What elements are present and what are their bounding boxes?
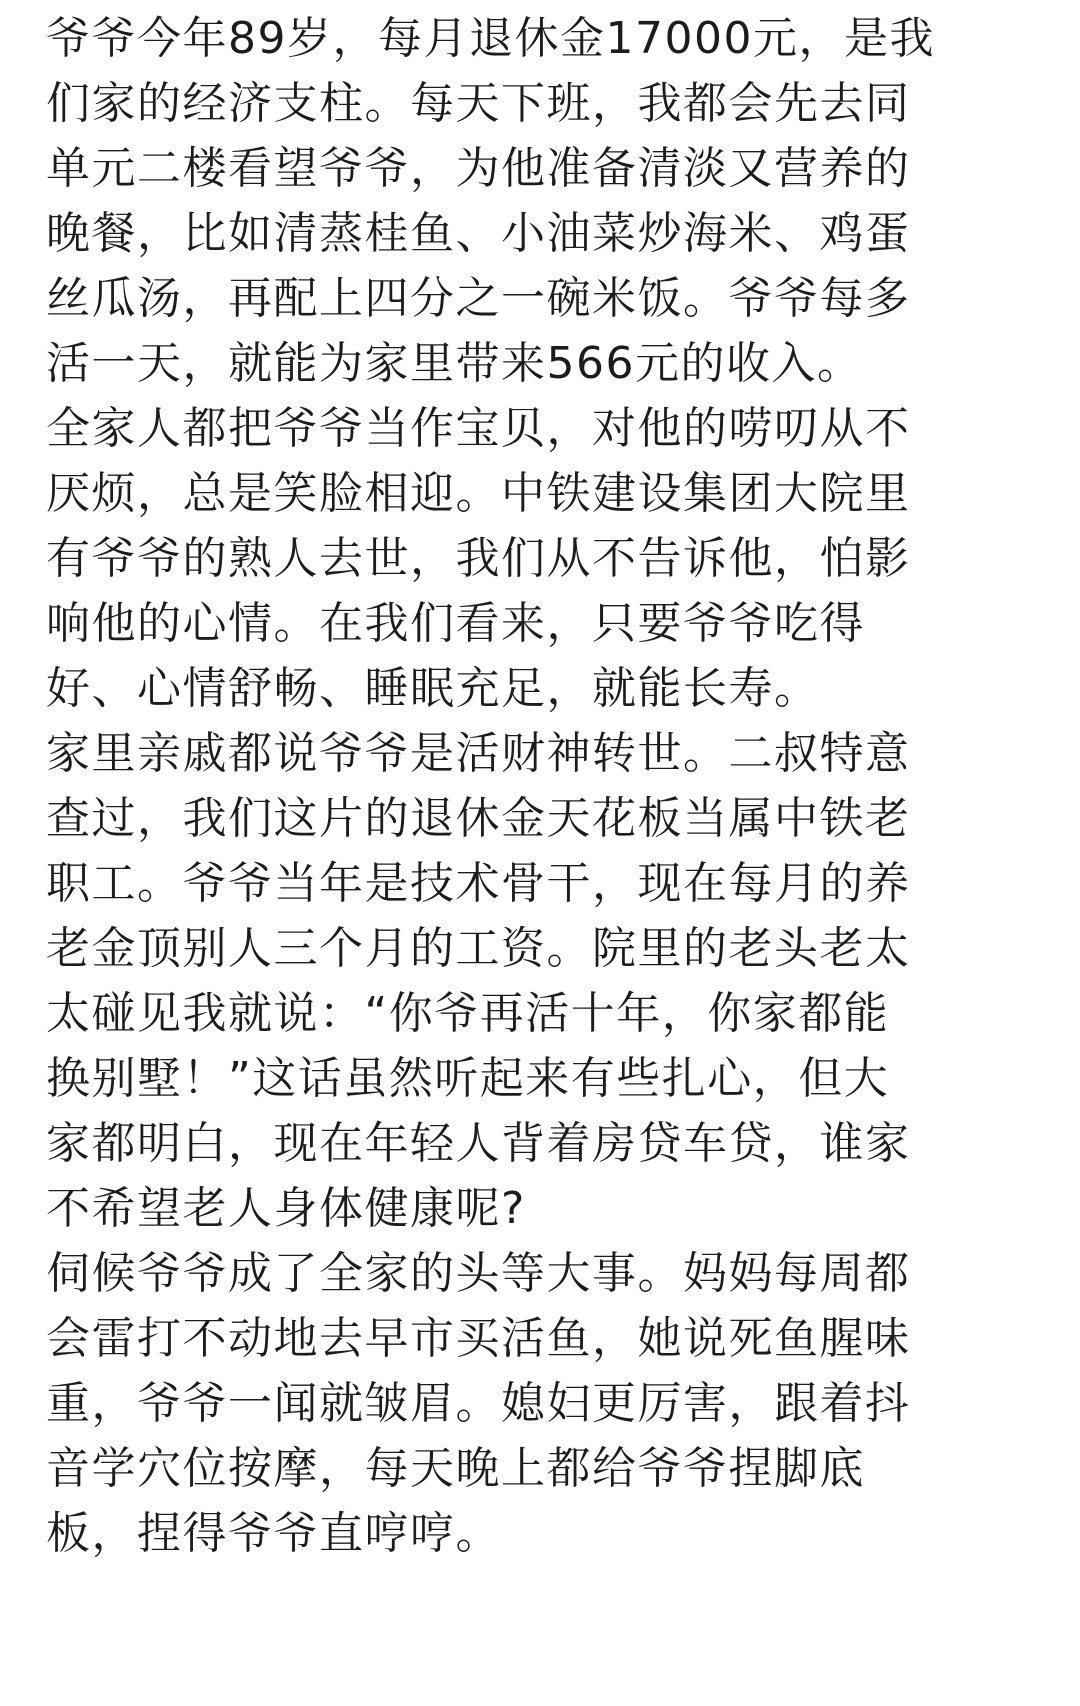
text-line: 爷爷今年89岁，每月退休金17000元，是我 <box>46 13 935 64</box>
article-body <box>46 6 1046 1566</box>
text-line: 活一天，就能为家里带来566元的收入。 <box>46 338 863 389</box>
text-line: 职工。爷爷当年是技术骨干，现在每月的养 <box>46 858 911 909</box>
text-line: 会雷打不动地去早市买活鱼，她说死鱼腥味 <box>46 1313 911 1364</box>
paragraph-2 <box>46 396 1046 721</box>
text-line: 有爷爷的熟人去世，我们从不告诉他，怕影 <box>46 533 911 584</box>
text-line: 们家的经济支柱。每天下班，我都会先去同 <box>46 78 911 129</box>
text-line: 好、心情舒畅、睡眠充足，就能长寿。 <box>46 663 820 714</box>
text-line: 伺候爷爷成了全家的头等大事。妈妈每周都 <box>46 1248 911 1299</box>
text-line: 全家人都把爷爷当作宝贝，对他的唠叨从不 <box>46 403 911 454</box>
text-line: 音学穴位按摩，每天晚上都给爷爷捏脚底 <box>46 1443 865 1494</box>
text-line: 晚餐，比如清蒸桂鱼、小油菜炒海米、鸡蛋 <box>46 208 911 259</box>
text-line: 查过，我们这片的退休金天花板当属中铁老 <box>46 793 911 844</box>
paragraph-1 <box>46 6 1046 396</box>
text-line: 重，爷爷一闻就皱眉。媳妇更厉害，跟着抖 <box>46 1378 911 1429</box>
text-line: 厌烦，总是笑脸相迎。中铁建设集团大院里 <box>46 468 911 519</box>
text-line: 换别墅！”这话虽然听起来有些扎心，但大 <box>46 1053 890 1104</box>
text-line: 不希望老人身体健康呢? <box>46 1183 526 1234</box>
paragraph-4 <box>46 1241 1046 1566</box>
text-line: 家里亲戚都说爷爷是活财神转世。二叔特意 <box>46 728 911 779</box>
text-line: 响他的心情。在我们看来，只要爷爷吃得 <box>46 598 865 649</box>
text-line: 太碰见我就说：“你爷再活十年，你家都能 <box>46 988 890 1039</box>
text-line: 丝瓜汤，再配上四分之一碗米饭。爷爷每多 <box>46 273 911 324</box>
text-line: 老金顶别人三个月的工资。院里的老头老太 <box>46 923 911 974</box>
text-line: 家都明白，现在年轻人背着房贷车贷，谁家 <box>46 1118 911 1169</box>
text-line: 单元二楼看望爷爷，为他准备清淡又营养的 <box>46 143 911 194</box>
paragraph-3 <box>46 721 1046 1241</box>
text-line: 板，捏得爷爷直哼哼。 <box>46 1508 501 1559</box>
